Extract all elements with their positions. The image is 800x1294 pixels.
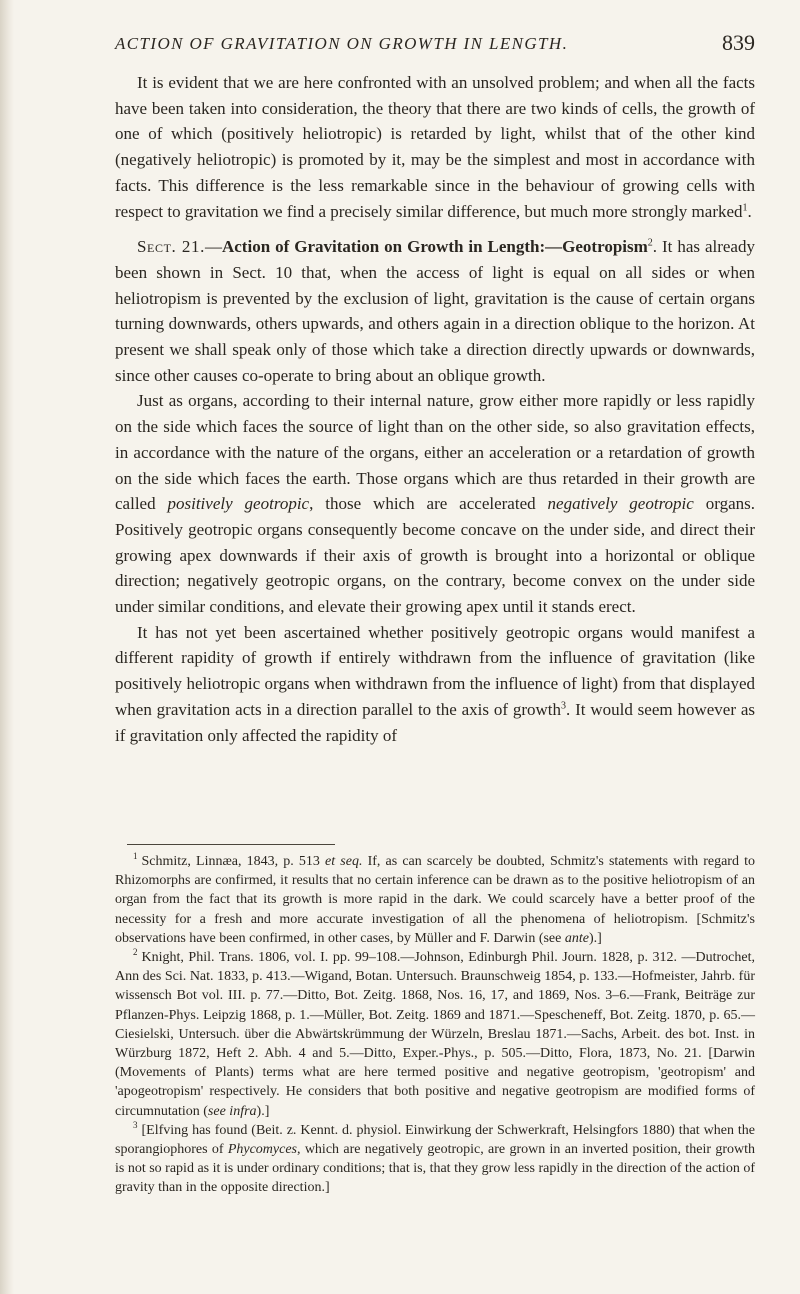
footnote-2-text-a: Knight, Phil. Trans. 1806, vol. I. pp. 99–108.—Johnson, Edinburgh Phil. Journ. 1828, p. 312. —Dutrochet, Ann des Sci. Nat. 1833, p. 413.—Wigand, Botan. Untersuch. Braunschweig 1854, p. 133.—Hofmeister, Jahrb. für wissensch Bot vol. III. p. 77.—Ditto, Bot. Zeitg. 1868, Nos. 16, 17, and 1869, Nos. 3–6.—Frank, Beiträge zur Pflanzen-Phys. Leipzig 1868, p. 1.—Müller, Bot. Zeitg. 1869 and 1871.—Spescheneff, Bot. Zeitg. 1870, p. 65.—Ciesielski, Untersuch. über die Abwärtskrümmung der Würzeln, Breslau 1871.—Sachs, Arbeit. des bot. Inst. in Würzburg 1872, Heft 2. Abh. 4 and 5.—Ditto, Exper.-Phys., p. 505.—Ditto, Flora, 1873, No. 21. [Darwin (Movements of Plants) terms what are here termed positive and negative geotropism, 'geotropism' and 'apogeotropism' respectively. He considers that both positive and negative geotropism are modified forms of circumnutation ( [115, 950, 755, 1119]
footnote-3-text-a: [Elfving has found (Beit. z. Kennt. d. physiol. Einwirkung der Schwerkraft, Helsingfors 1880) that when the sporangiophores of [115, 1122, 755, 1158]
footnote-mark: 3 [133, 1120, 138, 1131]
paragraph-3-text-a: Just as organs, according to their internal nature, grow either more rapidly or less rapidly on the side which faces the source of light than on the other side, so also gravitation effects, in accordance with the nature of the organs, either an acceleration or a retardation of growth on the side which faces the earth. Those organs which are thus retarded in their growth are called [115, 391, 755, 514]
section-text: . It has already been shown in Sect. 10 that, when the access of light is equal on all sides or when heliotropism is prevented by the exclusion of light, gravitation is the cause of certain organs turning downwards, others upwards, and others again in a direction oblique to the horizon. At present we shall speak only of those which take a direction directly upwards or downwards, since other causes co-operate to bring about an oblique growth. [115, 237, 755, 385]
footnote-1-text-c: ).] [588, 930, 602, 946]
footnote-2-italic: see infra [207, 1103, 257, 1119]
footnote-2 [115, 948, 755, 1121]
section-21-paragraph [115, 234, 755, 388]
paragraph-3 [115, 388, 755, 619]
running-title: ACTION OF GRAVITATION ON GROWTH IN LENGTH. [115, 34, 569, 53]
body-text [115, 70, 755, 748]
footnote-3 [115, 1121, 755, 1198]
page-number: 839 [722, 30, 755, 55]
footnotes [115, 852, 755, 1198]
paragraph-3-text-b: , those which are accelerated [309, 494, 548, 514]
footnote-1-text-a: Schmitz, Linnæa, 1843, p. 513 [141, 854, 326, 869]
footnote-1-italic-2: ante [564, 930, 589, 946]
running-head [115, 30, 755, 58]
footnote-mark: 2 [133, 947, 138, 958]
paragraph-4-text-b: . It would seem however as if gravitation only affected the rapidity of [115, 699, 755, 745]
footnote-ref-2: 2 [647, 237, 653, 249]
footnote-mark: 1 [133, 851, 138, 862]
page-binding-edge [0, 0, 14, 1294]
footnote-ref-1: 1 [742, 201, 748, 213]
footnote-3-text-b: , which are negatively geotropic, are grown in an inverted position, their growth is not so rapid as it is under ordinary conditions; that is, that they grow less rapidly in the direction of the action of gravity than in the opposite direction.] [115, 1142, 755, 1196]
paragraph-1-end: . [747, 201, 752, 221]
footnote-3-italic: Phycomyces [227, 1142, 298, 1158]
paragraph-1-text: It is evident that we are here confronted with an unsolved problem; and when all the facts have been taken into consideration, the theory that there are two kinds of cells, the growth of one of which (positively heliotropic) is retarded by light, whilst that of the other kind (negatively heliotropic) is promoted by it, may be the simplest and most in accordance with facts. This difference is the less remarkable since in the behaviour of growing cells with respect to gravitation we find a precisely similar difference, but much more strongly marked [115, 73, 755, 221]
term-positively-geotropic: positively geotropic [167, 494, 310, 514]
section-heading: Action of Gravitation on Growth in Length:—Geotropism [221, 237, 648, 257]
footnote-ref-3: 3 [561, 700, 567, 712]
paragraph-4 [115, 620, 755, 749]
footnote-1-italic: et seq. [325, 854, 363, 869]
term-negatively-geotropic: negatively geotropic [547, 494, 694, 514]
paragraph-4-text-a: It has not yet been ascertained whether positively geotropic organs would manifest a different rapidity of growth if entirely withdrawn from the influence of gravitation (like positively heliotropic organs when withdrawn from the influence of light) from that displayed when gravitation acts in a direction parallel to the axis of growth [115, 622, 755, 719]
paragraph-3-text-c: organs. Positively geotropic organs consequently become concave on the under side, and direct their growing apex downwards if their axis of growth is brought into a horizontal or oblique direction; negatively geotropic organs, on the contrary, become convex on the under side under similar conditions, and elevate their growing apex until it stands erect. [115, 494, 756, 617]
paragraph-1 [115, 70, 755, 224]
footnote-1-text-b: If, as can scarcely be doubted, Schmitz's statements with regard to Rhizomorphs are confirmed, it results that no certain inference can be drawn as to the positive heliotropism of an organ from the fact that its growth is more rapid in the dark. We could scarcely have a better proof of the necessity for a fresh and more accurate investigation of all the phenomena of heliotropism. [Schmitz's observations have been confirmed, in other cases, by Müller and F. Darwin (see [115, 854, 755, 946]
section-dash: — [204, 237, 222, 257]
footnote-rule [127, 844, 335, 845]
footnote-2-text-b: ).] [256, 1103, 270, 1119]
footnote-1 [115, 852, 755, 948]
section-label: Sect. 21. [137, 237, 205, 257]
